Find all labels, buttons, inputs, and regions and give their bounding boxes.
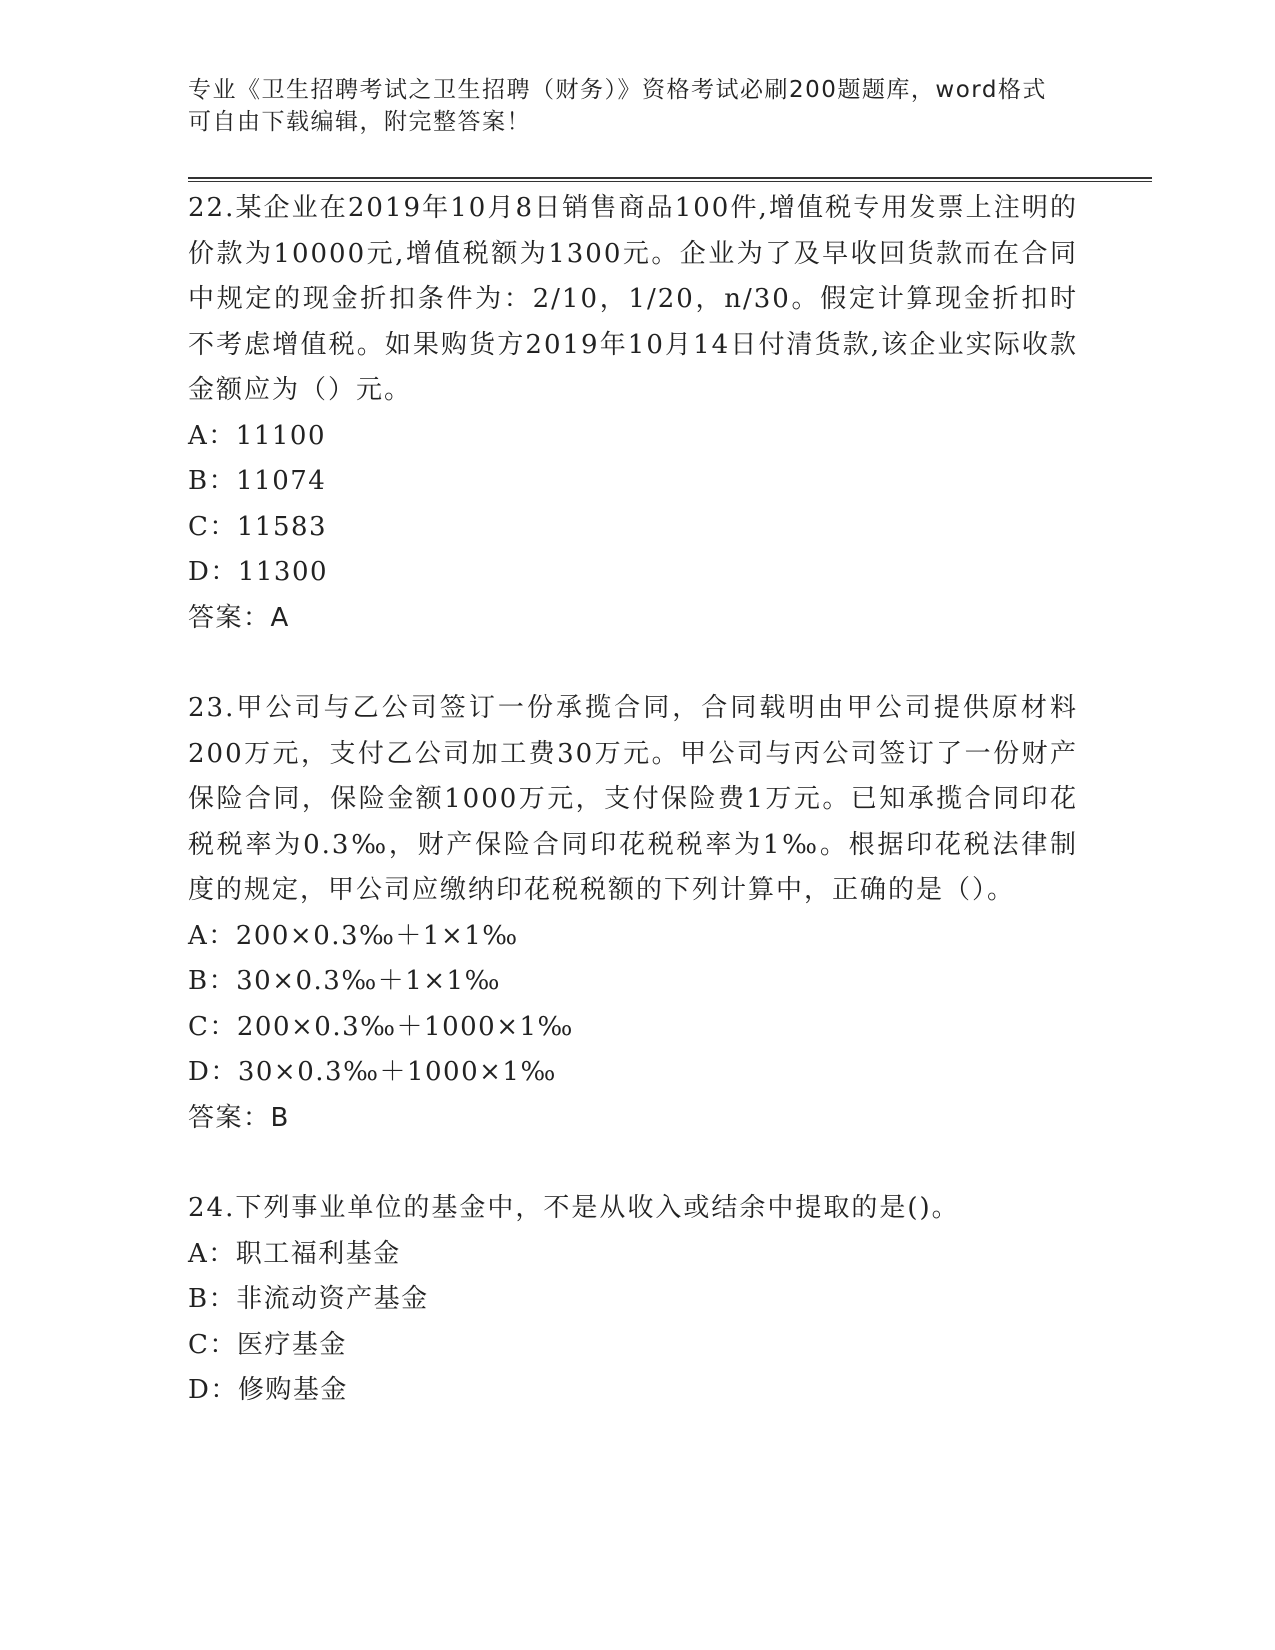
option-b: B：11074 (188, 466, 327, 496)
question-24 (188, 1186, 1078, 1414)
answer-line: 答案：B (188, 1102, 290, 1133)
spacer (188, 641, 1078, 686)
option-d: D：30×0.3‰＋1000×1‰ (188, 1057, 557, 1087)
question-23 (188, 686, 1078, 1141)
option-a: A：职工福利基金 (188, 1238, 401, 1269)
question-list (188, 186, 1078, 1414)
option-c: C：200×0.3‰＋1000×1‰ (188, 1011, 574, 1042)
question-stem: 22.某企业在2019年10月8日销售商品100件,增值税专用发票上注明的价款为10000元,增值税额为1300元。企业为了及早收回货款而在合同中规定的现金折扣条件为：2/10，1/20，n/30。假定计算现金折扣时不考虑增值税。如果购货方2019年10月14日付清货款,该企业实际收款金额应为（）元。 (188, 193, 1078, 405)
option-d: D：修购基金 (188, 1375, 348, 1405)
header-divider (188, 177, 1152, 182)
option-b: B：非流动资产基金 (188, 1284, 429, 1314)
header-title: 专业《卫生招聘考试之卫生招聘（财务）》资格考试必刷200题题库，word格式可自由下载编辑，附完整答案！ (188, 77, 1047, 135)
answer-line: 答案：A (188, 602, 290, 633)
question-stem: 24.下列事业单位的基金中，不是从收入或结余中提取的是()。 (188, 1193, 960, 1223)
option-c: C：11583 (188, 511, 328, 542)
option-b: B：30×0.3‰＋1×1‰ (188, 966, 501, 996)
question-stem: 23.甲公司与乙公司签订一份承揽合同，合同载明由甲公司提供原材料200万元，支付乙公司加工费30万元。甲公司与丙公司签订了一份财产保险合同，保险金额1000万元，支付保险费1万元。已知承揽合同印花税税率为0.3‰，财产保险合同印花税税率为1‰。根据印花税法律制度的规定，甲公司应缴纳印花税税额的下列计算中，正确的是（）。 (188, 693, 1078, 905)
question-22 (188, 186, 1078, 641)
option-a: A：11100 (188, 420, 326, 451)
spacer (188, 1141, 1078, 1186)
option-a: A：200×0.3‰＋1×1‰ (188, 920, 519, 951)
document-header (188, 74, 1068, 138)
option-c: C：医疗基金 (188, 1329, 347, 1360)
option-d: D：11300 (188, 557, 329, 587)
